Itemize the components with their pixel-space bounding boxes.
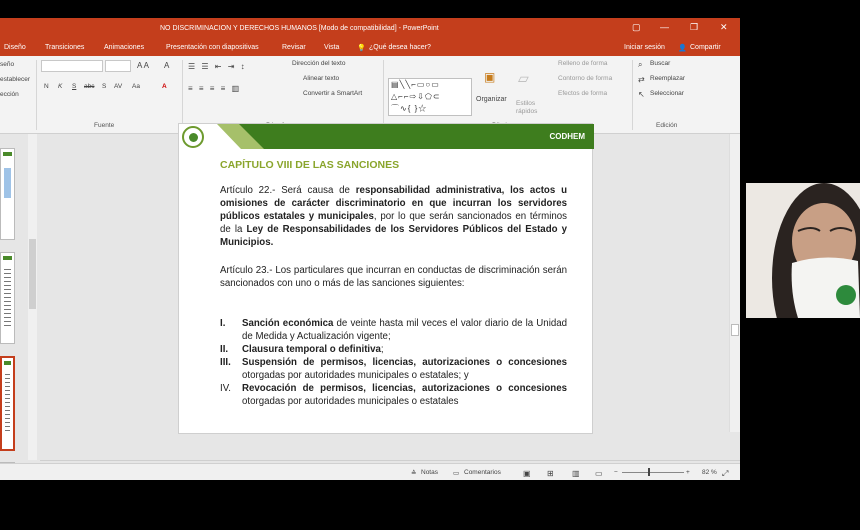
org-name: CODHEM [549,132,585,141]
slideshow-icon[interactable]: ▭ [595,469,603,478]
banner-graphic [179,124,594,149]
webcam-video [746,183,860,318]
zoom-slider[interactable] [622,472,684,473]
status-bar [0,463,740,480]
quick-styles-icon: ▱ [518,70,529,86]
webcam-person-image [746,183,860,318]
slide-thumbnail-selected[interactable] [0,356,15,451]
font-size-input[interactable] [105,60,131,72]
sanction-item: IV. Revocación de permisos, licencias, autorizaciones o concesiones otorgadas por autoridades municipales o estatales [220,383,567,407]
notes-button[interactable]: Notas [421,469,438,476]
font-name-input[interactable] [41,60,103,72]
notes-icon: ≙ [411,470,417,477]
replace-button[interactable]: Reemplazar [650,75,686,82]
person-icon: 👤 [678,45,687,52]
quick-styles-button[interactable]: Estilos rápidos [516,100,538,115]
organize-icon: ▣ [484,70,496,84]
window-title: NO DISCRIMINACION Y DERECHOS HUMANOS [Modo de compatibilidad] - PowerPoint [160,25,439,32]
lightbulb-icon: 💡 [357,45,366,52]
italic-button[interactable]: K [58,83,63,90]
tab-transiciones[interactable]: Transiciones [45,44,85,51]
organize-button[interactable]: Organizar [476,96,507,103]
find-button[interactable]: Buscar [650,60,671,67]
sanction-item: I. Sanción económica de veinte hasta mil veces el valor diario de la Unidad de Medida y Actualización vigente; [220,318,568,342]
sanction-item: III. Suspensión de permisos, licencias, autorizaciones o concesiones otorgadas por autoridades municipales o estatales; y [220,357,567,381]
shape-fill-button[interactable]: Relleno de forma [558,60,608,67]
title-bar [0,18,740,39]
article-23: Artículo 23.- Los particulares que incurran en conductas de discriminación serán sancionados con uno o más de las sanciones siguientes: [220,265,567,289]
reading-view-icon[interactable]: ▥ [572,469,580,478]
slide-scrollbar[interactable] [729,134,740,432]
fit-slide-icon[interactable]: ⤢ [722,469,729,478]
slide-thumbnails [0,134,30,460]
tab-diseno[interactable]: Diseño [4,44,26,51]
font-size-increase-icon[interactable]: A A [137,61,150,70]
slide-banner [179,124,594,149]
search-icon: ⌕ [638,60,643,69]
shadow-button[interactable]: S [102,83,107,90]
tell-me-search[interactable]: ¿Qué desea hacer? [369,44,431,51]
zoom-in-icon[interactable]: + [686,469,690,476]
clear-format-icon[interactable]: A [164,61,170,70]
editing-group-label: Edición [656,122,678,129]
zoom-out-icon[interactable]: − [614,469,618,476]
layout-button[interactable]: seño [0,61,15,68]
list-buttons-icon[interactable]: ☰ ☰ ⇤ ⇥ ↕ [188,62,247,71]
signin-link[interactable]: Iniciar sesión [624,44,665,51]
sanction-item: II. Clausura temporal o definitiva; [220,344,384,355]
reset-button[interactable]: establecer [0,76,30,83]
select-button[interactable]: Seleccionar [650,90,684,97]
article-22: Artículo 22.- Será causa de responsabilidad administrativa, los actos u omisiones de carácter discriminatorio en que incurran los servidores públicos estatales y municipales, por lo que serán sancionados en términos de la Ley de Responsabilidades de los Servidores Públicos del Estado y Municipios. [220,185,568,248]
zoom-level[interactable]: 82 % [702,469,717,476]
tab-vista[interactable]: Vista [324,44,340,51]
align-buttons-icon[interactable]: ≡ ≡ ≡ ≡ ▥ [188,84,242,93]
section-button[interactable]: ección [0,91,19,98]
smartart-button[interactable]: Convertir a SmartArt [303,90,363,97]
underline-button[interactable]: S [72,83,77,90]
codhem-logo [182,126,204,148]
bold-button[interactable]: N [44,83,49,90]
chapter-heading: CAPÍTULO VIII DE LAS SANCIONES [220,159,400,171]
normal-view-icon[interactable]: ▣ [523,469,531,478]
ribbon-tabs [0,39,740,56]
shapes-gallery[interactable]: ▤╲╲⌐▭○▭ △⌐⌐⇨⇩⬠⊂ ⌒∿{ }☆ [388,78,472,116]
slide-thumbnail[interactable] [0,148,15,240]
tab-revisar[interactable]: Revisar [282,44,306,51]
font-color-button[interactable]: A [162,83,167,90]
close-icon[interactable]: ✕ [720,22,728,32]
share-button[interactable]: Compartir [690,44,721,51]
comments-button[interactable]: Comentarios [464,469,501,476]
font-group-label: Fuente [94,122,115,129]
strikethrough-button[interactable]: abc [84,83,95,90]
ribbon-display-options-icon[interactable]: ▢ [632,22,641,32]
spacing-button[interactable]: AV [114,83,123,90]
text-direction-button[interactable]: Dirección del texto [292,60,346,67]
restore-icon[interactable]: ❐ [690,22,699,32]
align-text-button[interactable]: Alinear texto [303,75,340,82]
slide-canvas[interactable] [178,123,593,434]
sorter-view-icon[interactable]: ⊞ [547,469,554,478]
slide-thumbnail[interactable] [0,252,15,344]
shape-outline-button[interactable]: Contorno de forma [558,75,613,82]
comments-icon: ▭ [453,470,460,477]
sanctions-list [220,317,567,408]
thumbnail-scrollbar[interactable] [28,134,37,460]
minimize-icon[interactable]: — [660,22,669,32]
change-case-button[interactable]: Aa [132,83,140,90]
zoom-slider-thumb[interactable] [648,468,650,476]
tab-animaciones[interactable]: Animaciones [104,44,145,51]
select-icon: ↖ [638,90,645,99]
powerpoint-window [0,18,740,480]
tab-presentacion[interactable]: Presentación con diapositivas [166,44,259,51]
replace-icon: ⇄ [638,75,645,84]
shape-effects-button[interactable]: Efectos de forma [558,90,608,97]
